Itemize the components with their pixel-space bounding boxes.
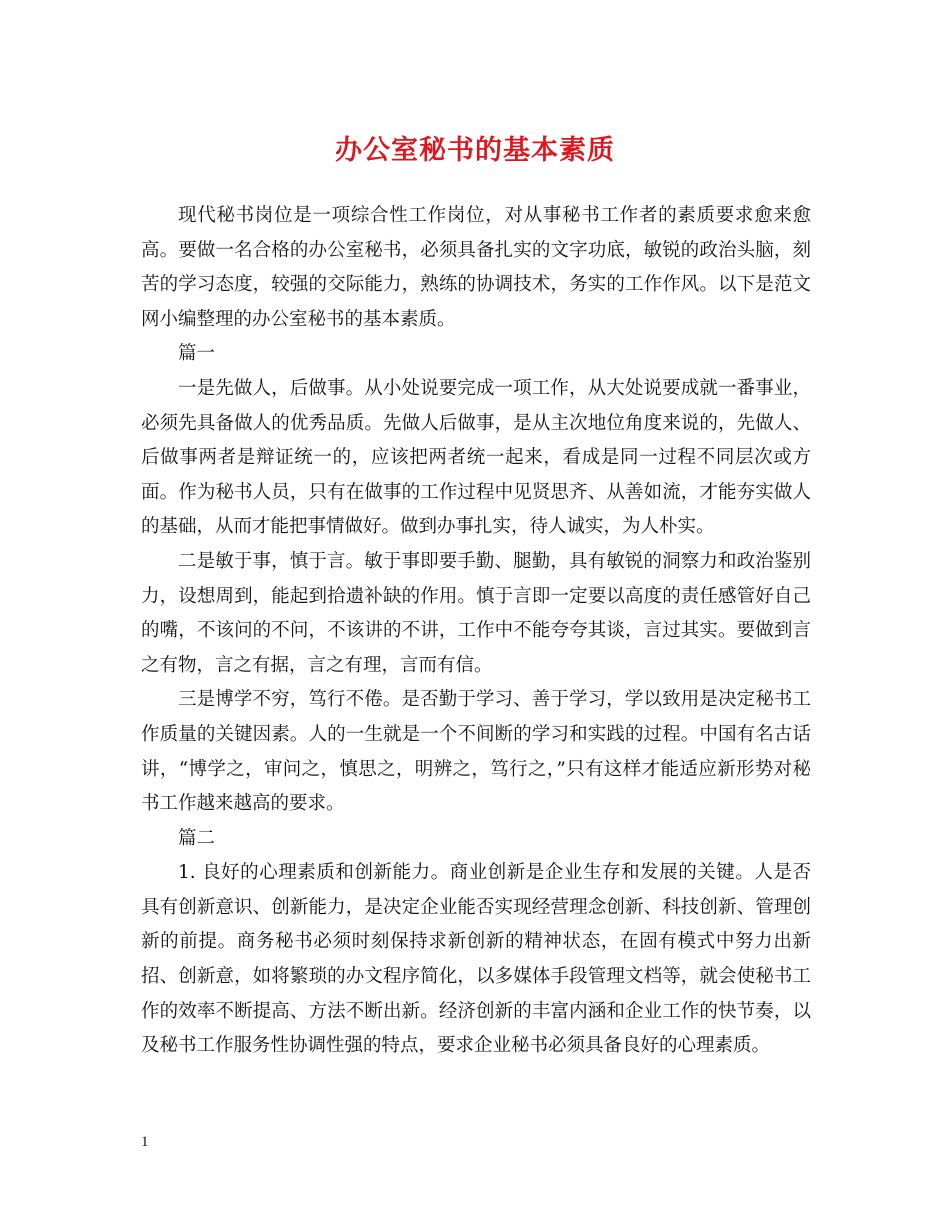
section-heading-1: 篇一	[178, 343, 216, 365]
paragraph-third: 三是博学不穷，笃行不倦。是否勤于学习、善于学习，学以致用是决定秘书工作质量的关键因素。人的一生就是一个不间断的学习和实践的过程。中国有名古话讲，“博学之，审问之，慎思之，明辨之，笃行之，”只有这样才能适应新形势对秘书工作越来越高的要求。	[141, 689, 811, 815]
paragraph-intro: 现代秘书岗位是一项综合性工作岗位，对从事秘书工作者的素质要求愈来愈高。要做一名合格的办公室秘书，必须具备扎实的文字功底，敏锐的政治头脑，刻苦的学习态度，较强的交际能力，熟练的协调技术，务实的工作作风。以下是范文网小编整理的办公室秘书的基本素质。	[141, 205, 811, 330]
document-body	[141, 199, 811, 1064]
paragraph-first: 一是先做人，后做事。从小处说要完成一项工作，从大处说要成就一番事业，必须先具备做人的优秀品质。先做人后做事，是从主次地位角度来说的，先做人、后做事两者是辩证统一的，应该把两者统一起来，看成是同一过程不同层次或方面。作为秘书人员，只有在做事的工作过程中见贤思齐、从善如流，才能夯实做人的基础，从而才能把事情做好。做到办事扎实，待人诚实，为人朴实。	[141, 377, 811, 538]
paragraph-second: 二是敏于事，慎于言。敏于事即要手勤、腿勤，具有敏锐的洞察力和政治鉴别力，设想周到，能起到拾遗补缺的作用。慎于言即一定要以高度的责任感管好自己的嘴，不该问的不问，不该讲的不讲，工作中不能夸夸其谈，言过其实。要做到言之有物，言之有据，言之有理，言而有信。	[141, 550, 811, 676]
paragraph-fourth: 1. 良好的心理素质和创新能力。商业创新是企业生存和发展的关键。人是否具有创新意识、创新能力，是决定企业能否实现经营理念创新、科技创新、管理创新的前提。商务秘书必须时刻保持求新创新的精神状态，在固有模式中努力出新招、创新意，如将繁琐的办文程序简化，以多媒体手段管理文档等，就会使秘书工作的效率不断提高、方法不断出新。经济创新的丰富内涵和企业工作的快节奏，以及秘书工作服务性协调性强的特点，要求企业秘书必须具备良好的心理素质。	[141, 862, 811, 1057]
section-heading-2: 篇二	[178, 827, 216, 849]
document-title: 办公室秘书的基本素质	[335, 135, 615, 166]
page-number: 1	[141, 1134, 149, 1150]
